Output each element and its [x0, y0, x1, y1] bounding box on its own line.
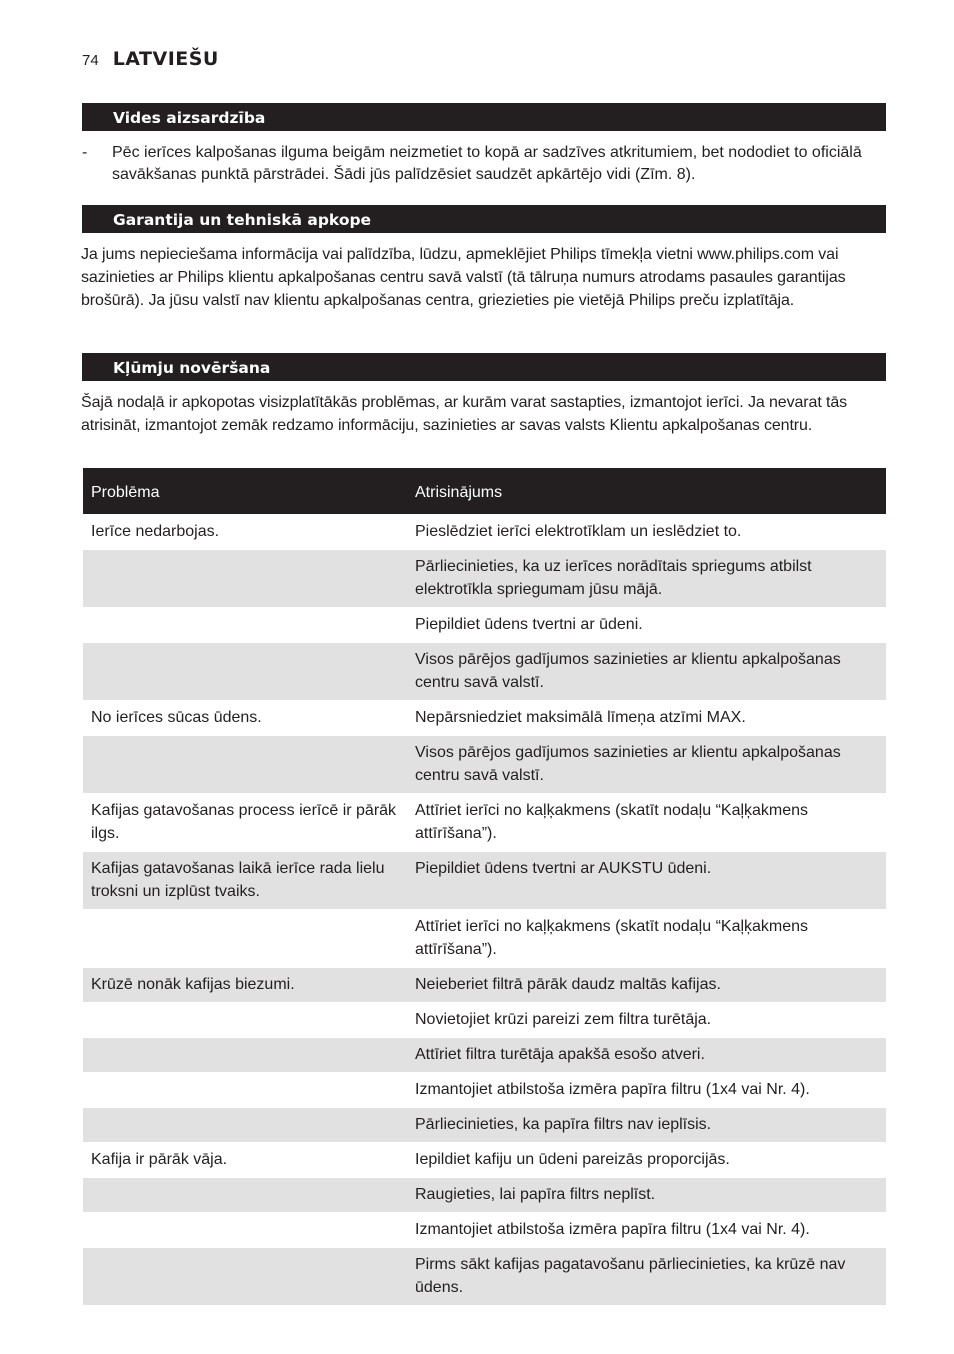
problem-cell — [83, 1178, 407, 1213]
bullet-dash: - — [82, 144, 88, 161]
table-row — [83, 852, 886, 910]
problem-cell: Kafijas gatavošanas laikā ierīce rada lielu troksni un izplūst tvaiks. — [83, 852, 407, 910]
solution-cell: Novietojiet krūzi pareizi zem filtra turētāja. — [407, 1003, 886, 1038]
problem-cell — [83, 608, 407, 643]
solution-cell: Raugieties, lai papīra filtrs neplīst. — [407, 1178, 886, 1213]
page-number: 74 — [82, 52, 99, 69]
table-row — [83, 910, 886, 968]
problem-cell — [83, 1073, 407, 1108]
problem-cell — [83, 643, 407, 701]
column-header-solution: Atrisinājums — [407, 468, 886, 515]
page-header — [82, 48, 219, 74]
solution-cell: Iepildiet kafiju un ūdeni pareizās proporcijās. — [407, 1143, 886, 1178]
troubleshooting-intro: Šajā nodaļā ir apkopotas visizplatītākās problēmas, ar kurām varat sastapties, izmantojot ierīci. Ja nevarat tās atrisināt, izmantojot zemāk redzamo informāciju, sazinieties ar savas valsts Klientu apkalpošanas centru. — [81, 394, 848, 434]
table-body — [83, 515, 886, 1306]
problem-cell: Kafijas gatavošanas process ierīcē ir pārāk ilgs. — [83, 794, 407, 852]
problem-cell — [83, 1248, 407, 1306]
solution-cell: Attīriet ierīci no kaļķakmens (skatīt nodaļu “Kaļķakmens attīrīšana”). — [407, 910, 886, 968]
solution-cell: Izmantojiet atbilstoša izmēra papīra filtru (1x4 vai Nr. 4). — [407, 1073, 886, 1108]
table-row — [83, 736, 886, 794]
table-row — [83, 1073, 886, 1108]
solution-cell: Nepārsniedziet maksimālā līmeņa atzīmi MAX. — [407, 701, 886, 736]
guarantee-text: Ja jums nepieciešama informācija vai palīdzība, lūdzu, apmeklējiet Philips tīmekļa vietni www.philips.com vai sazinieties ar Philips klientu apkalpošanas centru savā valstī (tā tālruņa numurs atrodams pasaules garantijas brošūrā). Ja jūsu valstī nav klientu apkalpošanas centra, griezieties pie vietējā Philips preču izplatītāja. — [81, 246, 846, 309]
problem-cell — [83, 1003, 407, 1038]
problem-cell — [83, 910, 407, 968]
table-row — [83, 1108, 886, 1143]
table-row — [83, 1213, 886, 1248]
section-heading-guarantee: Garantija un tehniskā apkope — [82, 205, 886, 233]
environment-text: Pēc ierīces kalpošanas ilguma beigām neizmetiet to kopā ar sadzīves atkritumiem, bet nododiet to oficiālā savākšanas punktā pārstrādei. Šādi jūs palīdzēsiet saudzēt apkārtējo vidi (Zīm. 8). — [112, 144, 862, 183]
solution-cell: Visos pārējos gadījumos sazinieties ar klientu apkalpošanas centru savā valstī. — [407, 643, 886, 701]
solution-cell: Attīriet filtra turētāja apakšā esošo atveri. — [407, 1038, 886, 1073]
table-row — [83, 608, 886, 643]
solution-cell: Izmantojiet atbilstoša izmēra papīra filtru (1x4 vai Nr. 4). — [407, 1213, 886, 1248]
problem-cell: Krūzē nonāk kafijas biezumi. — [83, 968, 407, 1003]
section-heading-environment: Vides aizsardzība — [82, 103, 886, 131]
solution-cell: Piepildiet ūdens tvertni ar ūdeni. — [407, 608, 886, 643]
solution-cell: Visos pārējos gadījumos sazinieties ar klientu apkalpošanas centru savā valstī. — [407, 736, 886, 794]
solution-cell: Piepildiet ūdens tvertni ar AUKSTU ūdeni. — [407, 852, 886, 910]
problem-cell: Kafija ir pārāk vāja. — [83, 1143, 407, 1178]
problem-cell — [83, 1038, 407, 1073]
solution-cell: Neieberiet filtrā pārāk daudz maltās kafijas. — [407, 968, 886, 1003]
table-row — [83, 515, 886, 550]
problem-cell — [83, 1213, 407, 1248]
solution-cell: Pirms sākt kafijas pagatavošanu pārliecinieties, ka krūzē nav ūdens. — [407, 1248, 886, 1306]
problem-cell: No ierīces sūcas ūdens. — [83, 701, 407, 736]
troubleshooting-table — [83, 468, 886, 1305]
table-row — [83, 794, 886, 852]
solution-cell: Pieslēdziet ierīci elektrotīklam un ieslēdziet to. — [407, 515, 886, 550]
problem-cell — [83, 550, 407, 608]
table-row — [83, 1143, 886, 1178]
column-header-problem: Problēma — [83, 468, 407, 515]
table-row — [83, 701, 886, 736]
problem-cell — [83, 736, 407, 794]
table-row — [83, 1038, 886, 1073]
problem-cell — [83, 1108, 407, 1143]
language-title: LATVIEŠU — [112, 48, 219, 70]
section-heading-troubleshooting: Kļūmju novēršana — [82, 353, 886, 381]
solution-cell: Pārliecinieties, ka uz ierīces norādītais spriegums atbilst elektrotīkla spriegumam jūsu mājā. — [407, 550, 886, 608]
table-row — [83, 550, 886, 608]
solution-cell: Pārliecinieties, ka papīra filtrs nav ieplīsis. — [407, 1108, 886, 1143]
table-header-row — [83, 468, 886, 515]
solution-cell: Attīriet ierīci no kaļķakmens (skatīt nodaļu “Kaļķakmens attīrīšana”). — [407, 794, 886, 852]
problem-cell: Ierīce nedarbojas. — [83, 515, 407, 550]
environment-bullet — [82, 142, 882, 186]
table-row — [83, 968, 886, 1003]
table-row — [83, 1178, 886, 1213]
table-row — [83, 1248, 886, 1306]
table-row — [83, 1003, 886, 1038]
table-row — [83, 643, 886, 701]
